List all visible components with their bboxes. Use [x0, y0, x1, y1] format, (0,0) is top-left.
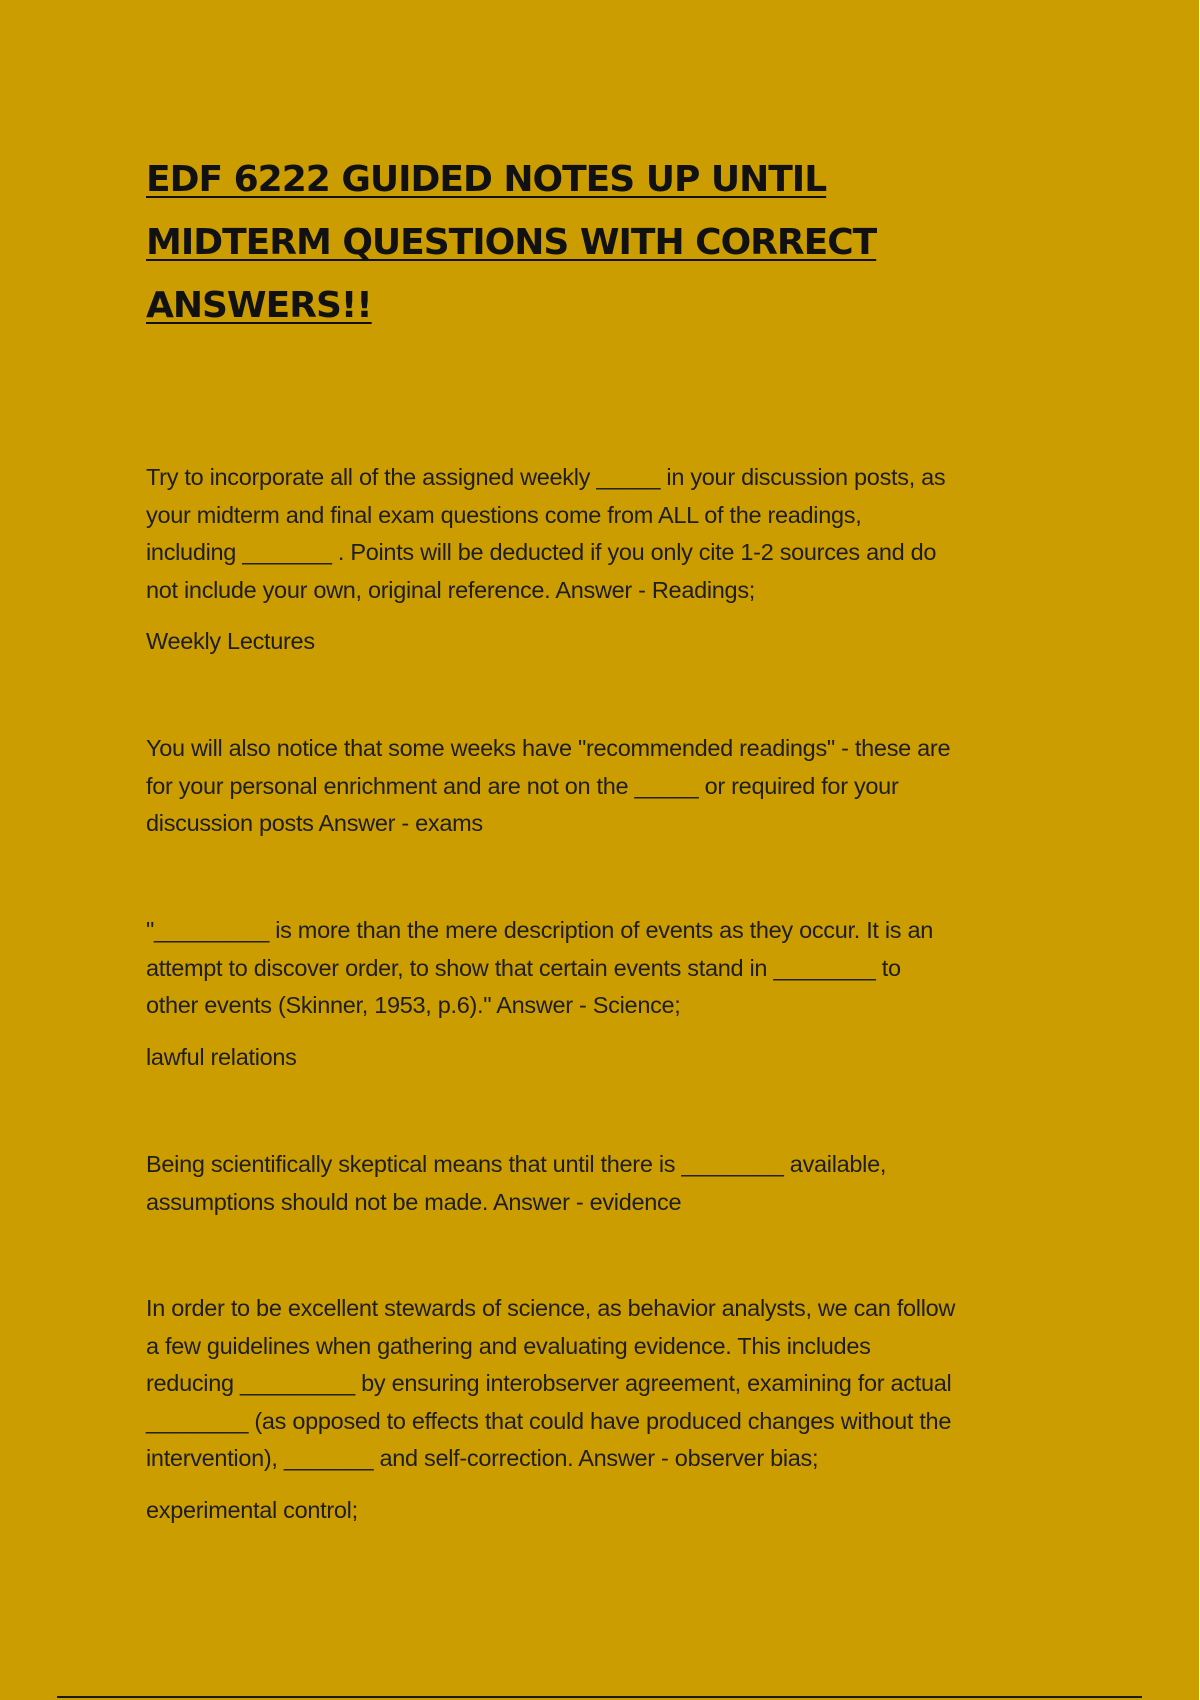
answer-continuation: Weekly Lectures [146, 628, 315, 654]
question-text: Being scientifically skeptical means that until there is ________ available, assumptions should not be made. Answer - evidence [146, 1151, 887, 1215]
qa-item [146, 1146, 1066, 1221]
qa-item [146, 1290, 1066, 1529]
document-title-line: ANSWERS!! [146, 285, 372, 326]
qa-item [146, 912, 1066, 1076]
page-divider [57, 1696, 1142, 1698]
document-title-line: MIDTERM QUESTIONS WITH CORRECT [146, 222, 877, 263]
question-text: You will also notice that some weeks have "recommended readings" - these are for your personal enrichment and are not on the _____ or required for your discussion posts Answer - exams [146, 735, 951, 836]
question-text: Try to incorporate all of the assigned weekly _____ in your discussion posts, as your midterm and final exam questions come from ALL of the readings, including _______ . Points will be deducted if you only cite 1-2 sources and do not include your own, original reference. Answer - Readings; [146, 464, 946, 603]
question-text: "_________ is more than the mere description of events as they occur. It is an attempt to discover order, to show that certain events stand in ________ to other events (Skinner, 1953, p.6)." Answer - Science; [146, 917, 934, 1018]
question-text: In order to be excellent stewards of science, as behavior analysts, we can follow a few guidelines when gathering and evaluating evidence. This includes reducing _________ by ensuring interobserver agreement, examining for actual ________ (as opposed to effects that could have produced changes without the intervention), _______ and self-correction. Answer - observer bias; [146, 1295, 956, 1471]
answer-continuation: experimental control; [146, 1496, 358, 1523]
document-title-line: EDF 6222 GUIDED NOTES UP UNTIL [146, 159, 827, 200]
qa-item [146, 459, 1066, 661]
answer-continuation: lawful relations [146, 1043, 297, 1070]
document-title [146, 148, 1046, 337]
qa-item [146, 730, 1066, 843]
